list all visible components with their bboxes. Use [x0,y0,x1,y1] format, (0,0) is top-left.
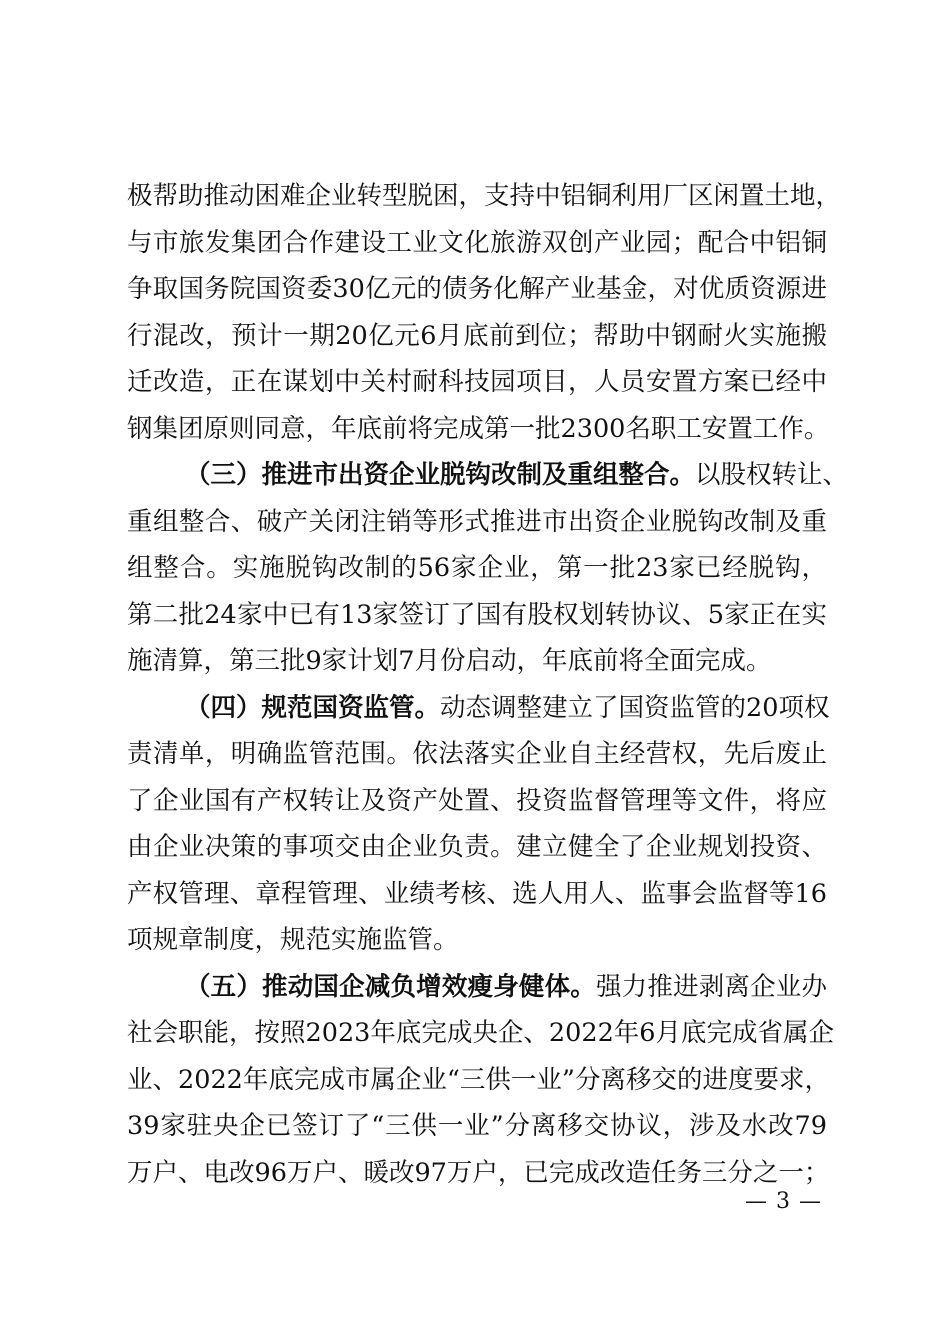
text-line: 与市旅发集团合作建设工业文化旅游双创产业园；配合中铝铜 [127,227,827,258]
text-line: 产权管理、章程管理、业绩考核、选人用人、监事会监督等16 [127,878,827,909]
text-line: 组整合。实施脱钩改制的56家企业，第一批23家已经脱钩， [127,553,827,583]
section-4 [127,685,830,964]
text-line: 项规章制度，规范实施监管。 [127,925,459,955]
text-line: 万户、电改96万户、暖改97万户，已完成改造任务三分之一； [127,1157,830,1188]
page-number: — 3 — [745,1189,822,1214]
document-page [127,173,849,1196]
section-5 [127,964,835,1197]
text-line: 重组整合、破产关闭注销等形式推进市出资企业脱钩改制及重 [127,506,827,537]
section-3-first-line-text: 以股权转让、 [695,460,849,490]
text-line: 39家驻央企已签订了“三供一业”分离移交协议，涉及水改79 [127,1111,827,1141]
text-line: 第二批24家中已有13家签订了国有股权划转协议、5家正在实 [127,599,827,630]
text-line: 争取国务院国资委30亿元的债务化解产业基金，对优质资源进 [127,274,827,304]
text-line: 责清单，明确监管范围。依法落实企业自主经营权，先后废止 [127,739,827,769]
text-line: 极帮助推动困难企业转型脱困，支持中铝铜利用厂区闲置土地， [127,181,842,211]
section-5-first-line [127,964,827,1011]
text-line: 社会职能，按照2023年底完成央企、2022年6月底完成省属企 [127,1018,835,1048]
section-4-heading: （四）规范国资监管。 [185,692,441,723]
text-line: 钢集团原则同意，年底前将完成第一批2300名职工安置工作。 [127,413,830,444]
section-5-heading: （五）推动国企减负增效瘦身健体。 [185,971,596,1002]
text-line: 迁改造，正在谋划中关村耐科技园项目，人员安置方案已经中 [127,367,827,397]
text-line: 施清算，第三批9家计划7月份启动，年底前将全面完成。 [127,646,772,676]
text-line: 了企业国有产权转让及资产处置、投资监督管理等文件，将应 [127,785,827,816]
text-line: 行混改，预计一期20亿元6月底前到位；帮助中钢耐火实施搬 [127,320,827,351]
text-line: 由企业决策的事项交由企业负责。建立健全了企业规划投资、 [127,832,827,862]
paragraph-continuation [127,173,842,452]
section-3-first-line [127,452,849,499]
section-4-first-line-text: 动态调整建立了国资监管的20项权 [440,692,830,723]
section-4-first-line [127,685,830,732]
section-3-heading: （三）推进市出资企业脱钩改制及重组整合。 [185,460,696,490]
section-3 [127,452,849,685]
section-5-first-line-text: 强力推进剥离企业办 [595,971,827,1002]
text-line: 业、2022年底完成市属企业“三供一业”分离移交的进度要求， [127,1064,830,1095]
